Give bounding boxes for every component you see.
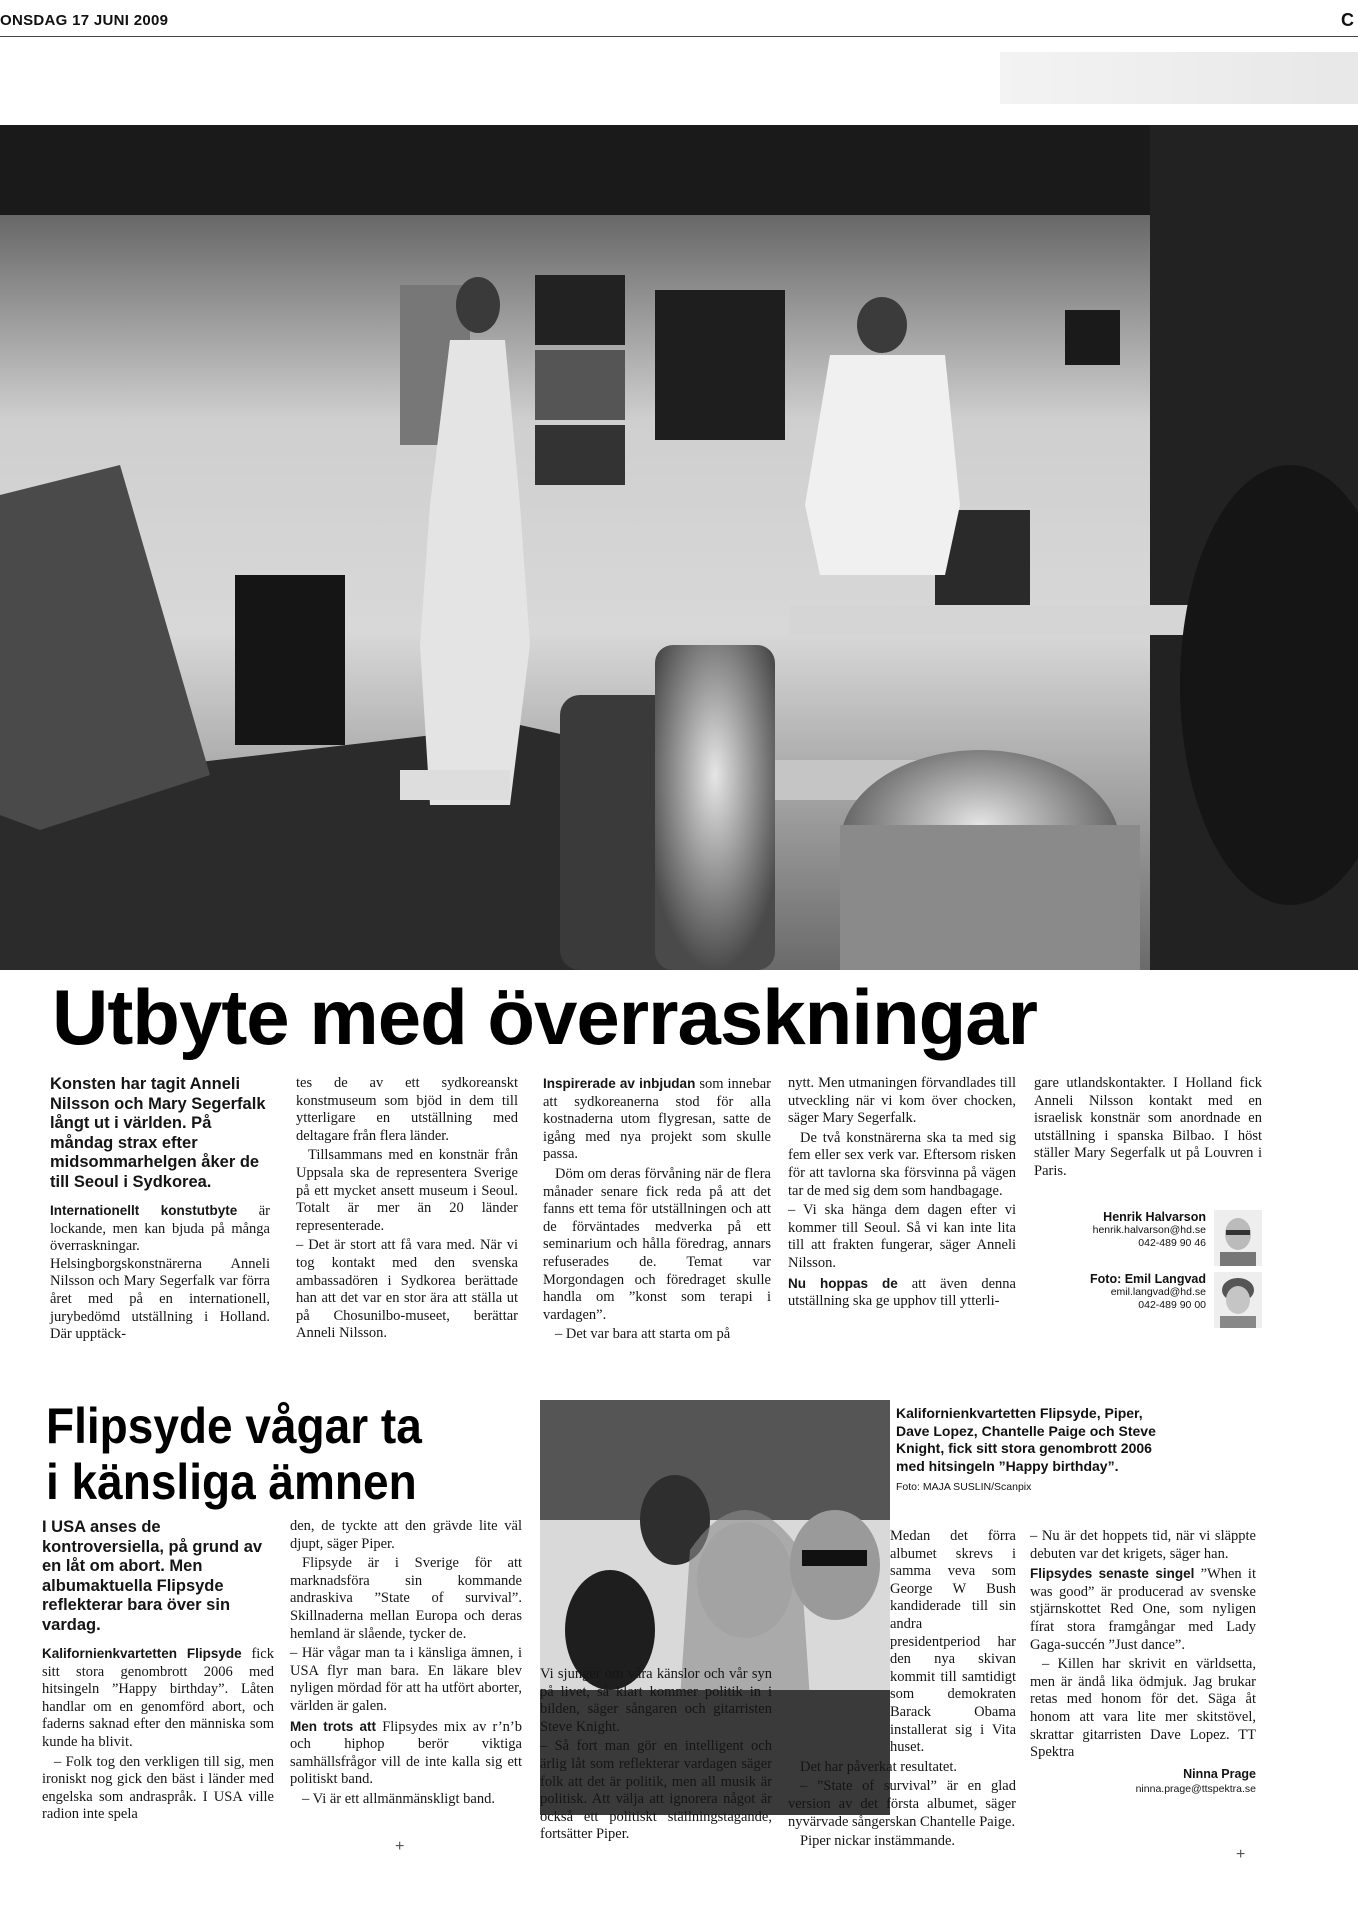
article1-col4-p4: att även denna utställning ska ge upphov till ytterli-: [788, 1275, 1016, 1310]
author-email: henrik.halvarson@hd.se: [1092, 1224, 1206, 1236]
article1-col4-p2: De två konstnärerna ska ta med sig fem eller sex verk var. Eftersom risken för att tavlorna ska försvinna på vägen tar de med sig dem som handbagage.: [788, 1129, 1016, 1199]
registration-mark-right: +: [1236, 1846, 1246, 1863]
article2-author-email: ninna.prage@ttspektra.se: [1135, 1783, 1256, 1796]
photographer-email: emil.langvad@hd.se: [1110, 1286, 1206, 1298]
author-name: Henrik Halvarson: [1103, 1210, 1206, 1224]
article1-col2-p2: Tillsammans med en konstnär från Uppsala ska de representera Sverige på ett mycket ansett museum i Seoul. Totalt är mer än 20 länder representerade.: [296, 1147, 518, 1234]
article2-col5-p1: – Nu är det hoppets tid, när vi släppte debuten var det krigets, säger han.: [1030, 1528, 1256, 1562]
article1-kicker-2: Inspirerade av inbjudan: [543, 1076, 696, 1091]
dateline: ONSDAG 17 JUNI 2009: [0, 12, 169, 29]
article1-column-1: [50, 1075, 270, 1346]
article2-col2-p4: Flipsydes mix av r’n’b och hiphop berör viktiga samhällsfrågor vill de inte kalla sig ett politiskt band.: [290, 1718, 522, 1788]
article2-col1-p1: fick sitt stora genombrott 2006 med hitsingeln ”Happy birthday”. Låten handlar om en genomförd abort, och faderns saknad efter den människa som kunde ha blivit.: [42, 1646, 274, 1750]
article1-col2-p3: – Det är stort att få vara med. När vi tog kontakt med den svenska ambassadören i Sydkorea berättade han att det var en stor ära att ställa ut på Chosunilbo-museet, berättar Anneli Nilsson.: [296, 1237, 518, 1342]
article2-col3-p1: Vi sjunger om våra känslor och vår syn på livet, så klart kommer politik in i bilden, säger sångaren och gitarristen Steve Knight.: [540, 1666, 772, 1735]
article1-credits: [1034, 1210, 1262, 1328]
photographer-phone: 042-489 90 00: [1138, 1299, 1206, 1311]
article2-col5-p3: – Killen har skrivit en världsetta, men är ändå lika ödmjuk. Jag brukar retas med honom för det. Säga åt honom att vara lite mer skitstövel, skrattar gitarristen Dave Lopez. TT Spektra: [1030, 1656, 1256, 1761]
article1-headline: Utbyte med överraskningar: [52, 973, 1038, 1061]
article1-column-3: [543, 1075, 771, 1346]
article2-col5-p2: ”When it was good” är producerad av svenske stjärnskottet Red One, som nyligen fírat stora framgångar med Lady Gaga-succén ”Just dance”.: [1030, 1566, 1256, 1653]
article1-col1-text: är lockande, men kan bjuda på många överraskningar. Helsingborgskonstnärerna Anneli Nilsson och Mary Segerfalk var förra året med på en internationell, jurybedömd utställning i Holland. Där upptäck-: [50, 1203, 270, 1343]
article1-col2-p1: tes de av ett sydkoreanskt konstmuseum som bjöd in dem till ytterligare en utställning med deltagare från flera länder.: [296, 1075, 518, 1144]
author-portrait: [1214, 1210, 1262, 1266]
article2-col4-p3: – ”State of survival” är en glad version av det första albumet, säger nyvärvade sångerskan Chantelle Paige.: [788, 1778, 1016, 1830]
photographer-name: Foto: Emil Langvad: [1090, 1272, 1206, 1286]
band-photo-credit: Foto: MAJA SUSLIN/Scanpix: [896, 1481, 1032, 1493]
article1-lead: Konsten har tagit Anneli Nilsson och Mary Segerfalk långt ut i världen. På måndag strax efter midsommarhelgen åker de till Seoul i Sydkorea.: [50, 1075, 266, 1191]
article1-col3-p2: Döm om deras förvåning när de flera månader senare fick reda på att det fanns ett tema för utställningen och att de förväntades medverka på ett seminarium och hålla föredrag, annars refuserades de. Temat var Morgondagen och föredraget skulle handla om ”konst som terapi i vardagen”.: [543, 1165, 771, 1323]
article2-column-3: [540, 1666, 772, 1846]
registration-mark-left: +: [395, 1838, 405, 1855]
article2-col1-p2: – Folk tog den verkligen till sig, men ironiskt nog gick den bäst i länder med engelska som andraspråk. I USA ville radion inte spela: [42, 1753, 274, 1823]
article2-column-5: [1030, 1528, 1256, 1796]
article2-kicker-1: Kalifornienkvartetten Flipsyde: [42, 1646, 242, 1661]
article1-col3-p1: som innebar att sydkoreanerna stod för alla kostnaderna utom flygresan, satte de igång med nya projekt som skulle passa.: [543, 1076, 771, 1163]
article2-kicker-2: Men trots att: [290, 1718, 377, 1734]
article2-col2-p2: Flipsyde är i Sverige för att marknadsföra sin kommande andraskiva ”State of survival”. Skillnaderna mellan Europa och deras hemland är slående, tycker de.: [290, 1555, 522, 1642]
article2-col4-p1: Medan det förra albumet skrevs i samma veva som George W Bush kandiderade till sin andra presidentperiod har den nya skivan kommit till samtidigt som demokraten Barack Obama installerat sig i Vita huset.: [890, 1528, 1016, 1756]
band-photo-caption: Kalifornienkvartetten Flipsyde, Piper, Dave Lopez, Chantelle Paige och Steve Knight, fick sitt stora genombrott 2006 med hitsingeln ”Happy birthday”.: [896, 1405, 1156, 1474]
article2-author-name: Ninna Prage: [1183, 1766, 1256, 1781]
article2-col2-p5: – Vi är ett allmänmänskligt band.: [302, 1790, 495, 1807]
page-marker: C: [1341, 10, 1354, 30]
article2-headline-line1: Flipsyde vågar ta: [46, 1398, 422, 1454]
article1-column-2: [296, 1075, 518, 1345]
article2-column-2: [290, 1518, 522, 1811]
article1-col5-p1: gare utlandskontakter. I Holland fick Anneli Nilsson kontakt med en israelisk konstnär som anordnade en utställning i spanska Bilbao. I höst ställer Mary Segerfalk ut på Louvren i Paris.: [1034, 1075, 1262, 1179]
article1-col3-p3: – Det var bara att starta om på: [555, 1326, 731, 1343]
bleed-through-ghost: [1000, 52, 1358, 104]
article2-col2-p3: – Här vågar man ta i känsliga ämnen, i USA flyr man bara. En läkare blev nyligen mördad för att ha utfört aborter, världen är galen.: [290, 1645, 522, 1714]
article1-kicker-3: Nu hoppas de: [788, 1275, 898, 1291]
article1-col4-p3: – Vi ska hänga dem dagen efter vi kommer till Seoul. Så vi kan inte lita till att frakten fungerar, säger Anneli Nilsson.: [788, 1202, 1016, 1271]
header-rule: [0, 36, 1358, 37]
studio-photo: [0, 125, 1358, 970]
article1-col4-p1: nytt. Men utmaningen förvandlades till utveckling när vi kom över chocken, säger Mary Segerfalk.: [788, 1075, 1016, 1127]
article2-column-1: [42, 1518, 274, 1826]
author-phone: 042-489 90 46: [1138, 1237, 1206, 1249]
article2-headline-line2: i känsliga ämnen: [46, 1454, 417, 1510]
article1-column-4: [788, 1075, 1016, 1313]
article2-col3-p2: – Så fort man gör en intelligent och ärlig låt som reflekterar vardagen säger folk att det är politik, men all musik är politisk. Att välja att ignorera något är också ett politiskt ställningstagande, fortsätter Piper.: [540, 1738, 772, 1843]
article2-kicker-3: Flipsydes senaste singel: [1030, 1566, 1195, 1582]
article1-kicker-1: Internationellt konstutbyte: [50, 1203, 238, 1218]
article2-lead: I USA anses de kontroversiella, på grund av en låt om abort. Men albumaktuella Flipsyde reflekterar bara över sin vardag.: [42, 1518, 263, 1634]
article2-col4-p4: Piper nickar instämmande.: [800, 1833, 956, 1850]
article2-headline: [46, 1398, 451, 1510]
photographer-portrait: [1214, 1272, 1262, 1328]
article2-col2-p1: den, de tyckte att den grävde lite väl djupt, säger Piper.: [290, 1518, 522, 1552]
article2-col4-p2: Det har påverkat resultatet.: [800, 1758, 958, 1775]
article2-column-4: [788, 1528, 1016, 1853]
article1-column-5: [1034, 1075, 1262, 1183]
